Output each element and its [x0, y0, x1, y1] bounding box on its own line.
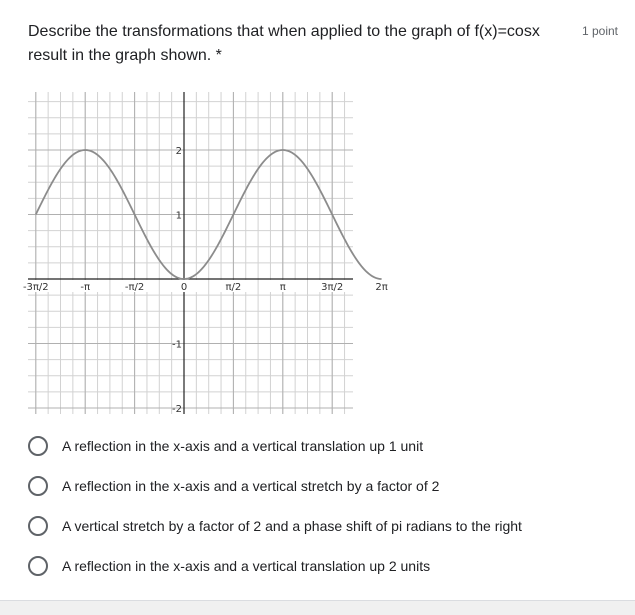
cosine-graph [22, 92, 388, 415]
option-3[interactable] [28, 506, 522, 546]
x-tick-label: -3π/2 [22, 282, 49, 293]
points-label: 1 point [581, 24, 618, 38]
answer-options [28, 426, 522, 586]
option-4[interactable] [28, 546, 522, 586]
option-label: A reflection in the x-axis and a vertical stretch by a factor of 2 [62, 478, 440, 494]
radio-button[interactable] [28, 516, 48, 536]
y-tick-label: -2 [172, 404, 182, 415]
option-label: A vertical stretch by a factor of 2 and a phase shift of pi radians to the right [62, 518, 522, 534]
x-tick-label: -π/2 [124, 282, 145, 293]
x-tick-label: 0 [180, 282, 188, 293]
option-1[interactable] [28, 426, 522, 466]
y-tick-label: 1 [175, 210, 182, 222]
radio-button[interactable] [28, 556, 48, 576]
x-tick-label: π [279, 282, 286, 293]
option-2[interactable] [28, 466, 522, 506]
question-text: Describe the transformations that when applied to the graph of f(x)=cosx result in the graph shown. * [28, 23, 540, 64]
x-tick-label: π/2 [225, 282, 242, 293]
x-tick-label: 2π [375, 282, 388, 293]
y-tick-label: -1 [172, 339, 182, 351]
radio-button[interactable] [28, 476, 48, 496]
option-label: A reflection in the x-axis and a vertical translation up 1 unit [62, 438, 424, 454]
y-tick-label: 2 [175, 146, 182, 157]
x-tick-label: -π [80, 282, 91, 293]
x-tick-label: 3π/2 [321, 282, 344, 293]
option-label: A reflection in the x-axis and a vertical translation up 2 units [62, 558, 431, 574]
radio-button[interactable] [28, 436, 48, 456]
